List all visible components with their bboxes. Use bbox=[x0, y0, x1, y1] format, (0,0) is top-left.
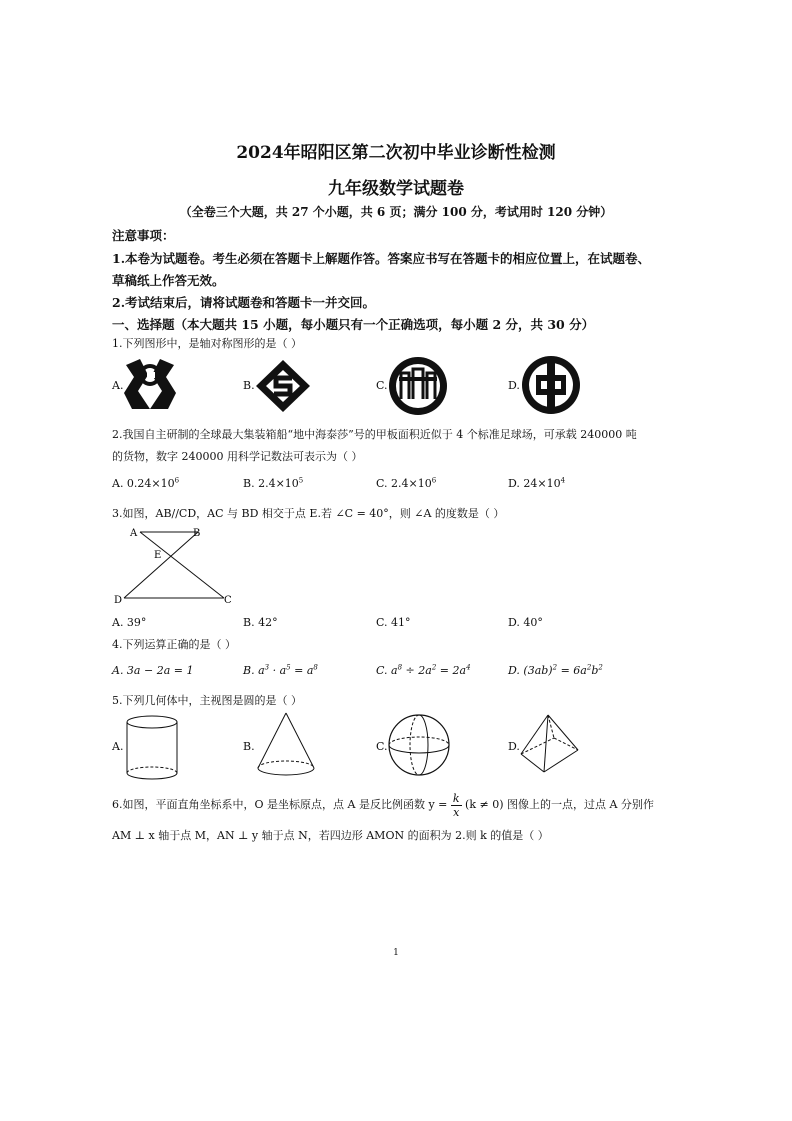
q2-option-b: B. $2.4\times 10^5$ bbox=[243, 476, 304, 490]
cylinder-icon bbox=[122, 713, 182, 783]
section-1-heading: 一、选择题（本大题共 15 小题，每小题只有一个正确选项，每小题 2 分，共 30 分） bbox=[112, 317, 595, 332]
notice-heading: 注意事项： bbox=[112, 228, 175, 243]
q3-label-a: A bbox=[130, 528, 138, 539]
exam-subtitle: 九年级数学试题卷 bbox=[328, 179, 464, 199]
q2-stem-line-1: 2.我国自主研制的全球最大集装箱船“地中海泰莎”号的甲板面积近似于 4 个标准足球场，可承载 240000 吨 bbox=[112, 428, 637, 441]
q3-label-b: B bbox=[193, 528, 201, 539]
q2-option-a: A. $0.24\times 10^6$ bbox=[112, 476, 180, 490]
q3-option-c: C. 41° bbox=[376, 616, 411, 629]
sphere-icon bbox=[386, 712, 452, 778]
q1-option-c-label: C. bbox=[376, 379, 388, 392]
q2-option-d: D. $24\times 10^4$ bbox=[508, 476, 566, 490]
q4-option-d: D. $(3ab)^2 = 6a^2b^2$ bbox=[508, 663, 603, 677]
q5-stem: 5.下列几何体中，主视图是圆的是（ ） bbox=[112, 694, 302, 707]
q1-option-b-label: B. bbox=[243, 379, 255, 392]
q2-option-c: C. $2.4\times 10^6$ bbox=[376, 476, 437, 490]
q5-option-d-label: D. bbox=[508, 740, 520, 753]
q4-option-c: C. $a^8 \div 2a^2 = 2a^4$ bbox=[376, 663, 471, 677]
q1-option-a-label: A. bbox=[112, 379, 124, 392]
cone-icon bbox=[254, 710, 318, 780]
q3-label-d: D bbox=[114, 595, 123, 606]
q6-stem-line-2: AM ⊥ x 轴于点 M，AN ⊥ y 轴于点 N，若四边形 AMON 的面积为 2.则 k 的值是（ ） bbox=[112, 829, 549, 842]
q6-stem-line-1: 6.如图，平面直角坐标系中，O 是坐标原点，点 A 是反比例函数 y = $\frac{k}{x}$ (k ≠ 0) 图像上的一点，过点 A 分别作 bbox=[112, 791, 654, 819]
q4-option-b: B. $a^3 \cdot a^5 = a^8$ bbox=[243, 663, 318, 677]
q3-figure bbox=[112, 524, 242, 608]
notice-item-2: 2.考试结束后，请将试题卷和答题卡一并交回。 bbox=[112, 295, 376, 310]
q3-label-c: C bbox=[224, 595, 232, 606]
logo-d-icon bbox=[520, 353, 582, 417]
q1-stem: 1.下列图形中，是轴对称图形的是（ ） bbox=[112, 337, 302, 350]
pyramid-icon bbox=[518, 712, 582, 778]
q3-stem: 3.如图，AB//CD，AC 与 BD 相交于点 E.若 ∠C = 40°，则 ∠A 的度数是（ ） bbox=[112, 507, 505, 520]
q3-option-d: D. 40° bbox=[508, 616, 543, 629]
q4-option-a: A. 3a − 2a = 1 bbox=[112, 664, 194, 677]
notice-item-1-line-2: 草稿纸上作答无效。 bbox=[112, 273, 225, 288]
q3-option-b: B. 42° bbox=[243, 616, 278, 629]
q5-option-c-label: C. bbox=[376, 740, 388, 753]
logo-b-icon bbox=[254, 358, 312, 414]
exam-title: 2024年昭阳区第二次初中毕业诊断性检测 bbox=[236, 143, 556, 163]
logo-a-icon bbox=[122, 355, 178, 415]
q5-option-b-label: B. bbox=[243, 740, 255, 753]
logo-c-icon bbox=[387, 355, 449, 417]
q6-fraction: $\frac{k}{x}$ bbox=[452, 791, 460, 819]
exam-info: （全卷三个大题，共 27 个小题，共 6 页；满分 100 分，考试用时 120 分钟） bbox=[179, 205, 613, 219]
page-number: 1 bbox=[393, 948, 399, 958]
q2-stem-line-2: 的货物，数字 240000 用科学记数法可表示为（ ） bbox=[112, 450, 363, 463]
q3-label-e: E bbox=[154, 550, 162, 561]
q5-option-a-label: A. bbox=[112, 740, 124, 753]
notice-item-1-line-1: 1.本卷为试题卷。考生必须在答题卡上解题作答。答案应书写在答题卡的相应位置上，在试题卷、 bbox=[112, 251, 651, 266]
q1-option-d-label: D. bbox=[508, 379, 520, 392]
q4-stem: 4.下列运算正确的是（ ） bbox=[112, 638, 236, 651]
q3-option-a: A. 39° bbox=[112, 616, 147, 629]
